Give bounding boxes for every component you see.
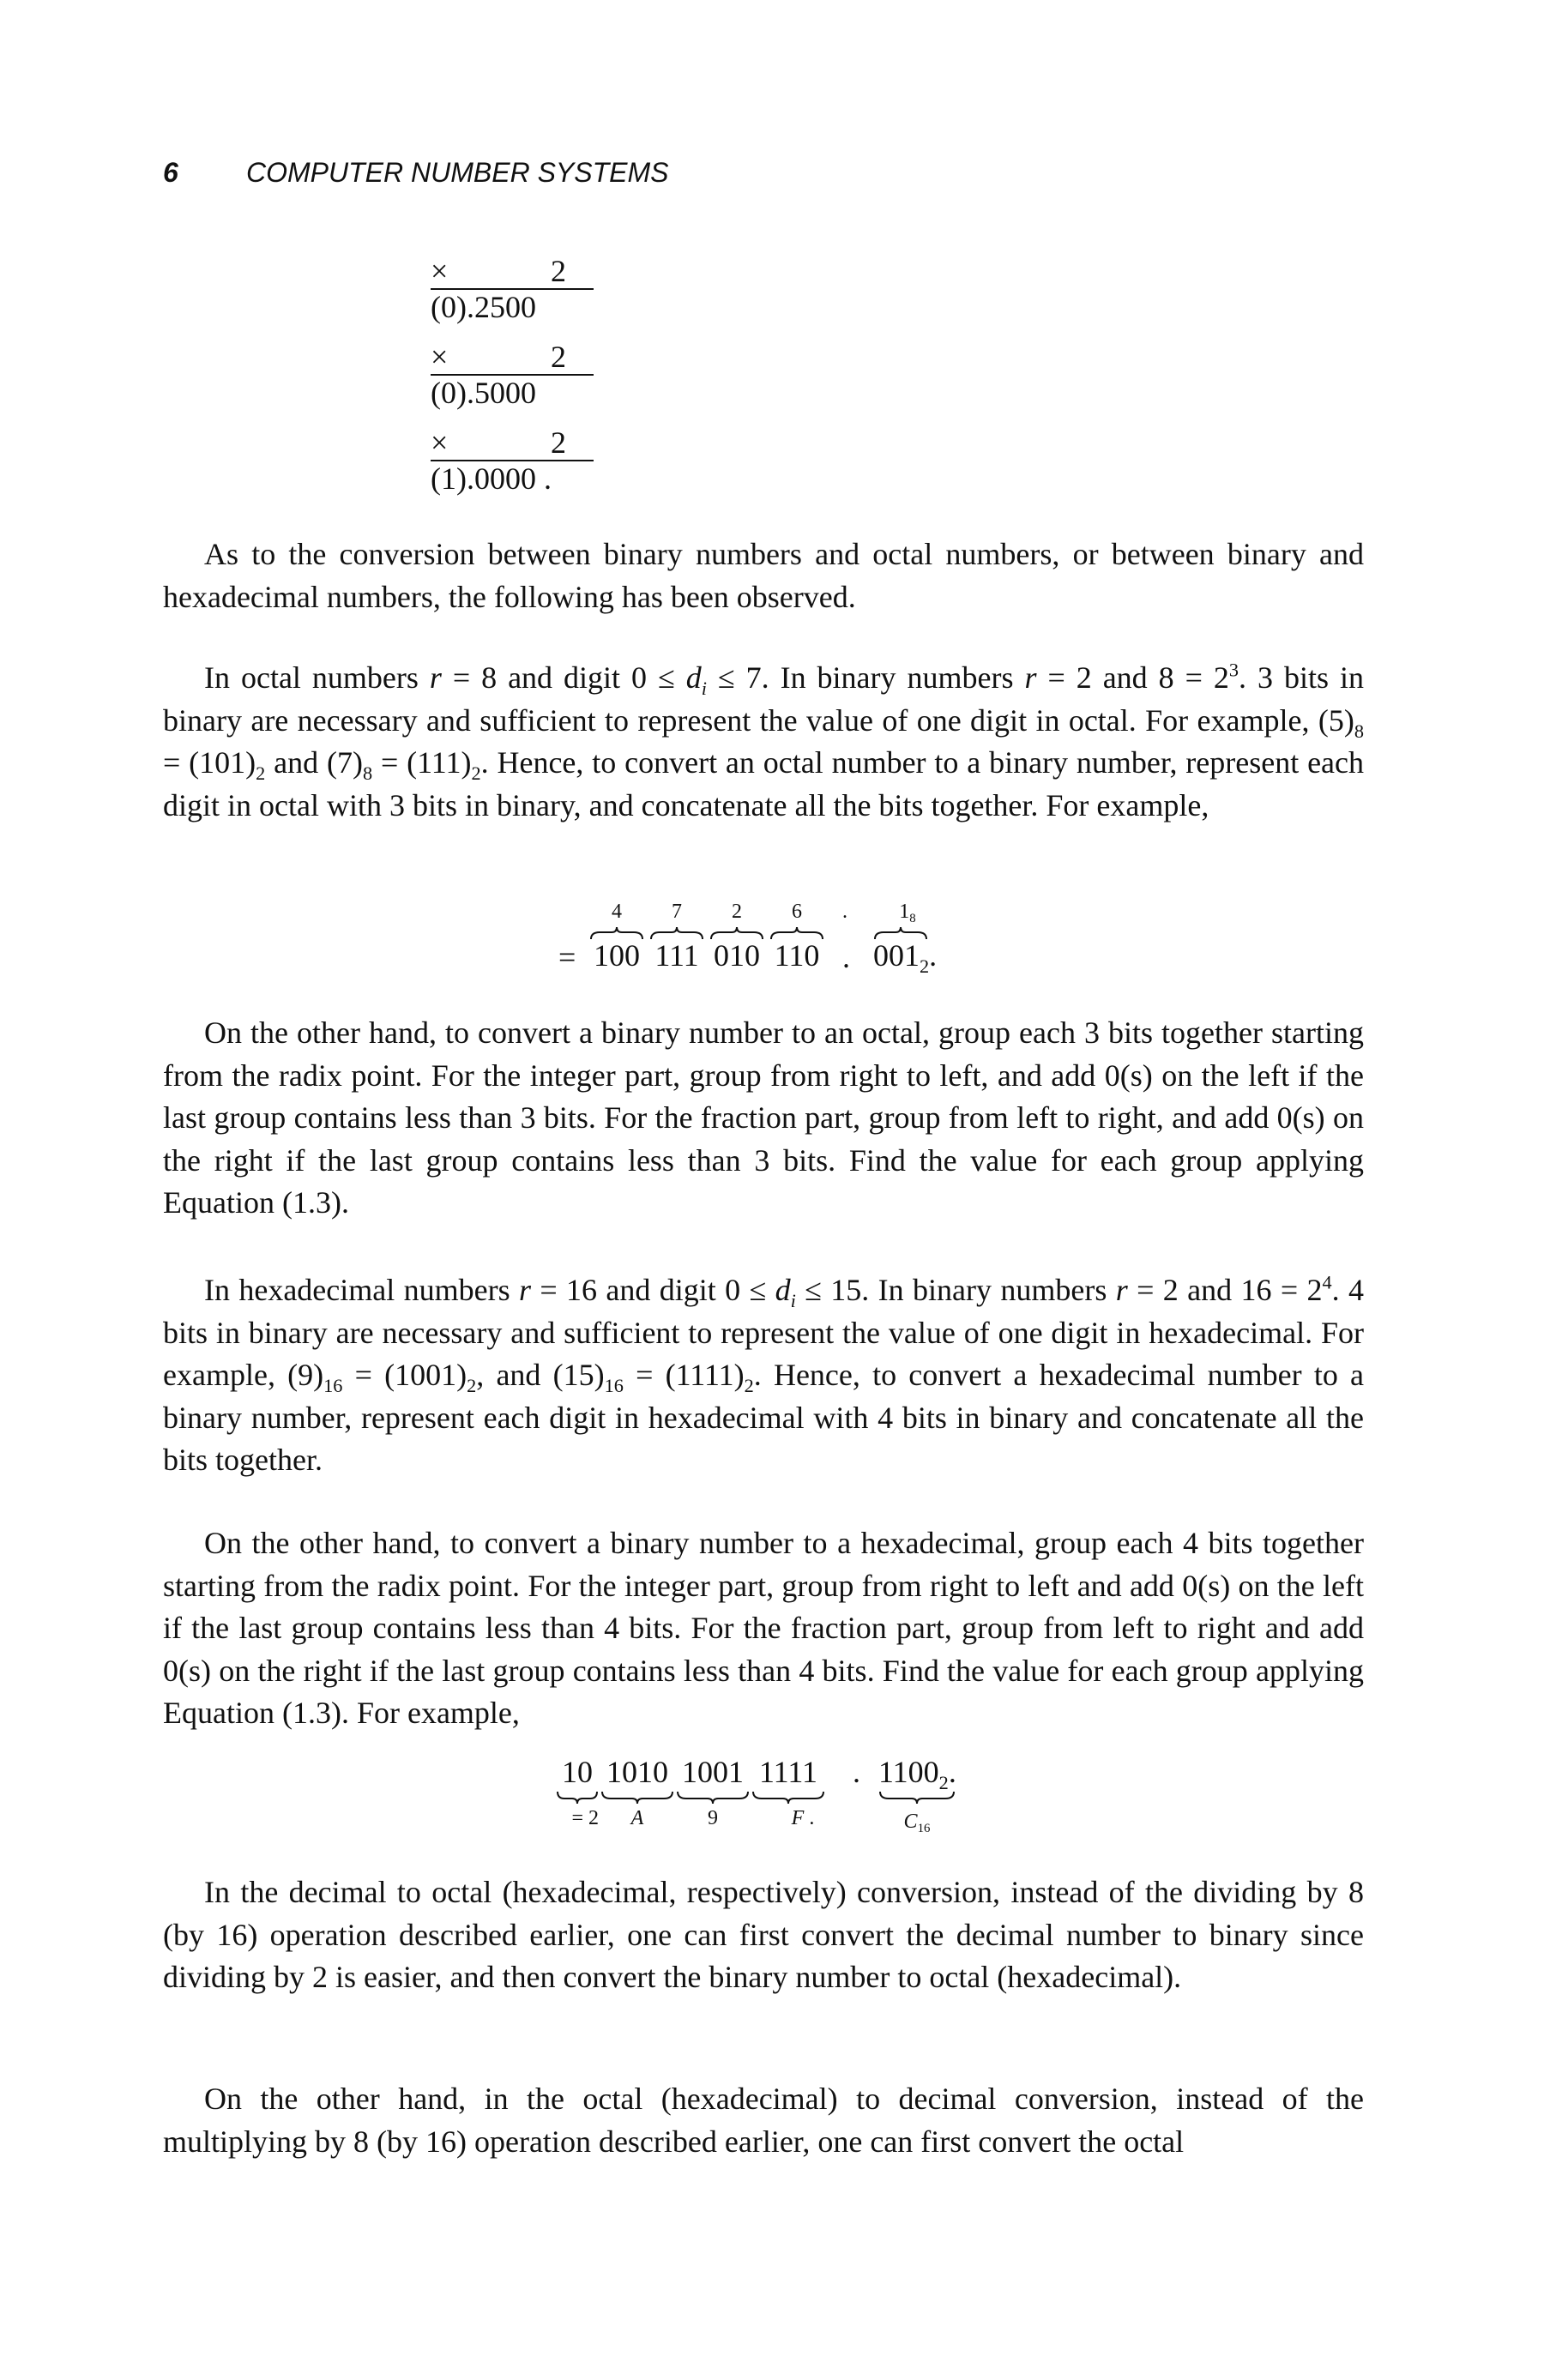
text: ≤ 15 [795,1273,862,1307]
multiplication-step [431,253,594,324]
period: . [929,938,938,973]
multiplication-step [431,339,594,410]
subscript: 8 [1354,720,1364,742]
multiplier: 2 [551,254,566,288]
var-r: r [1115,1273,1128,1307]
text: 16 = 2 [1240,1273,1323,1307]
multiplier: 2 [551,340,566,374]
text: = 8 [441,660,498,695]
sub-i: i [701,677,707,699]
paragraph-text: On the other hand, in the octal (hexadecimal) to decimal conversion, instead of the multiplying by 8 (by 16) operation described earlier, one can first convert the octal [163,2082,1364,2159]
octal-digit: 2 [732,901,742,923]
multiplier: 2 [551,425,566,460]
paragraph [163,2078,1364,2163]
paragraph [163,1871,1364,1999]
overbrace-icon [769,927,824,941]
paragraph [163,1012,1364,1225]
text: = 16 [530,1273,598,1307]
running-title: COMPUTER NUMBER SYSTEMS [246,157,669,188]
hex-digit: A [630,1807,644,1829]
bits: 001 [873,938,920,973]
octal-digit [873,901,942,924]
text: . 4 bits in binary are necessary and sufficient to represent the value of one digit in hexadecimal. For example, [163,1273,1365,1392]
subscript: 16 [604,1374,624,1396]
binary-bits: 1001 [682,1755,744,1789]
hex-digit: 9 [708,1807,718,1829]
hex-digit: C [903,1811,918,1833]
subscript: 2 [938,1771,949,1793]
binary-bits: 100 [594,938,640,973]
overbrace-icon [873,927,928,941]
var-r: r [518,1273,531,1307]
times-symbol: × [431,425,449,460]
hex-digit: 2 [588,1807,599,1829]
text: and [1178,1273,1241,1307]
binary-bits: 1010 [606,1755,668,1789]
exponent: 3 [1228,659,1239,681]
subscript: 16 [917,1822,931,1836]
subscript: 2 [920,955,930,977]
period: . [948,1755,956,1789]
digit: 1 [899,901,910,923]
var-d: d [685,660,702,695]
text: and digit [597,1273,726,1307]
var-r: r [1024,660,1037,695]
product: (0).5000 [431,376,536,410]
text: = (101) [163,745,256,780]
text: 0 ≤ [725,1273,775,1307]
sub-i: i [790,1289,796,1311]
underbrace-icon [600,1790,674,1804]
text: = 2 [1127,1273,1179,1307]
overbrace-icon [649,927,704,941]
binary-bits: 10 [562,1755,593,1789]
text: , and [476,1358,553,1392]
paragraph [163,657,1364,827]
paragraph-text: In the decimal to octal (hexadecimal, respectively) conversion, instead of the dividing by 8 (by 16) operation described earlier, one can first convert the decimal number to binary since dividing by 2 is easier, and then convert the binary number to octal (hexadecimal). [163,1875,1364,1994]
bits: 1100 [878,1755,939,1789]
octal-digit: 7 [672,901,682,923]
subscript: 16 [323,1374,343,1396]
var-d: d [775,1273,791,1307]
binary-bits: 110 [774,938,820,973]
equals-sign: = [558,940,576,974]
paragraph-text: As to the conversion between binary numbers and octal numbers, or between binary and hexadecimal numbers, the following has been observed. [163,537,1364,614]
text: = 2 [1036,660,1092,695]
text: (7) [327,745,363,780]
text: 8 = 2 [1158,660,1229,695]
binary-bits: 1111 [759,1755,817,1789]
text: 0 ≤ [631,660,686,695]
multiplication-step [431,425,594,496]
underbrace-icon [751,1790,825,1804]
text: and [1091,660,1159,695]
text: (15) [552,1358,605,1392]
text: (9) [287,1358,324,1392]
subscript: 8 [362,762,373,784]
page-number: 6 [163,157,178,188]
equals-sign: = [571,1807,583,1829]
subscript: 8 [909,912,916,926]
text: ≤ 7 [706,660,762,695]
exponent: 4 [1322,1271,1332,1293]
overbrace-icon [709,927,764,941]
paragraph [163,1522,1364,1735]
var-r: r [429,660,442,695]
text: . 3 bits in binary are necessary and sufficient to represent the value of one digit in octal. For example, [163,660,1364,738]
text: and digit [497,660,632,695]
subscript: 2 [471,762,481,784]
octal-digit: 4 [612,901,622,923]
binary-bits [878,1754,973,1793]
text: . Hence, to convert a hexadecimal number to a binary number, represent each digit in hexadecimal with 4 bits in binary and concatenate all the bits together. [163,1358,1364,1477]
underbrace-icon [556,1790,599,1804]
hex-digit: F [791,1807,805,1829]
text: = (1001) [342,1358,467,1392]
product: (1).0000 . [431,461,552,496]
radix-point: . [842,901,847,923]
subscript: 2 [467,1374,477,1396]
text: and [265,745,327,780]
text: = (1111) [623,1358,745,1392]
binary-bits: 010 [714,938,760,973]
binary-bits: 111 [654,938,699,973]
binary-bits [873,937,942,977]
text: . Hence, to convert an octal number to a binary number, represent each digit in octal with 3 bits in binary, and concatenate all the bits together. For example, [163,745,1365,822]
text: In octal numbers [204,660,430,695]
paragraph-text: On the other hand, to convert a binary number to a hexadecimal, group each 4 bits together starting from the radix point. For the integer part, group from right to left and add 0(s) on the left if the last group contains less than 4 bits. For the fraction part, group from left to right and add 0(s) on the right if the last group contains less than 4 bits. Find the value for each group applying Equation (1.3). For example, [163,1526,1364,1730]
underbrace-icon [878,1790,956,1804]
text: In hexadecimal numbers [204,1273,519,1307]
octal-digit: 6 [792,901,802,923]
paragraph-text: On the other hand, to convert a binary number to an octal, group each 3 bits together starting from the radix point. For the integer part, group from right to left, and add 0(s) on the left if the last group contains less than 3 bits. For the fraction part, group from left to right, and add 0(s) on the right if the last group contains less than 3 bits. Find the value for each group applying Equation (1.3). [163,1015,1364,1220]
text: (5) [1318,702,1354,738]
underbrace-icon [676,1790,750,1804]
times-symbol: × [431,254,449,288]
subscript: 2 [256,762,266,784]
text: . In binary numbers [861,1273,1116,1307]
radix-point: . [809,1807,815,1829]
product: (0).2500 [431,290,536,324]
radix-point: . [853,1755,860,1789]
text: = (111) [372,745,472,780]
paragraph [163,1269,1364,1482]
text: . In binary numbers [761,660,1025,695]
paragraph [163,533,1364,618]
radix-point: . [842,940,850,974]
overbrace-icon [589,927,644,941]
times-symbol: × [431,340,449,374]
subscript: 2 [744,1374,754,1396]
